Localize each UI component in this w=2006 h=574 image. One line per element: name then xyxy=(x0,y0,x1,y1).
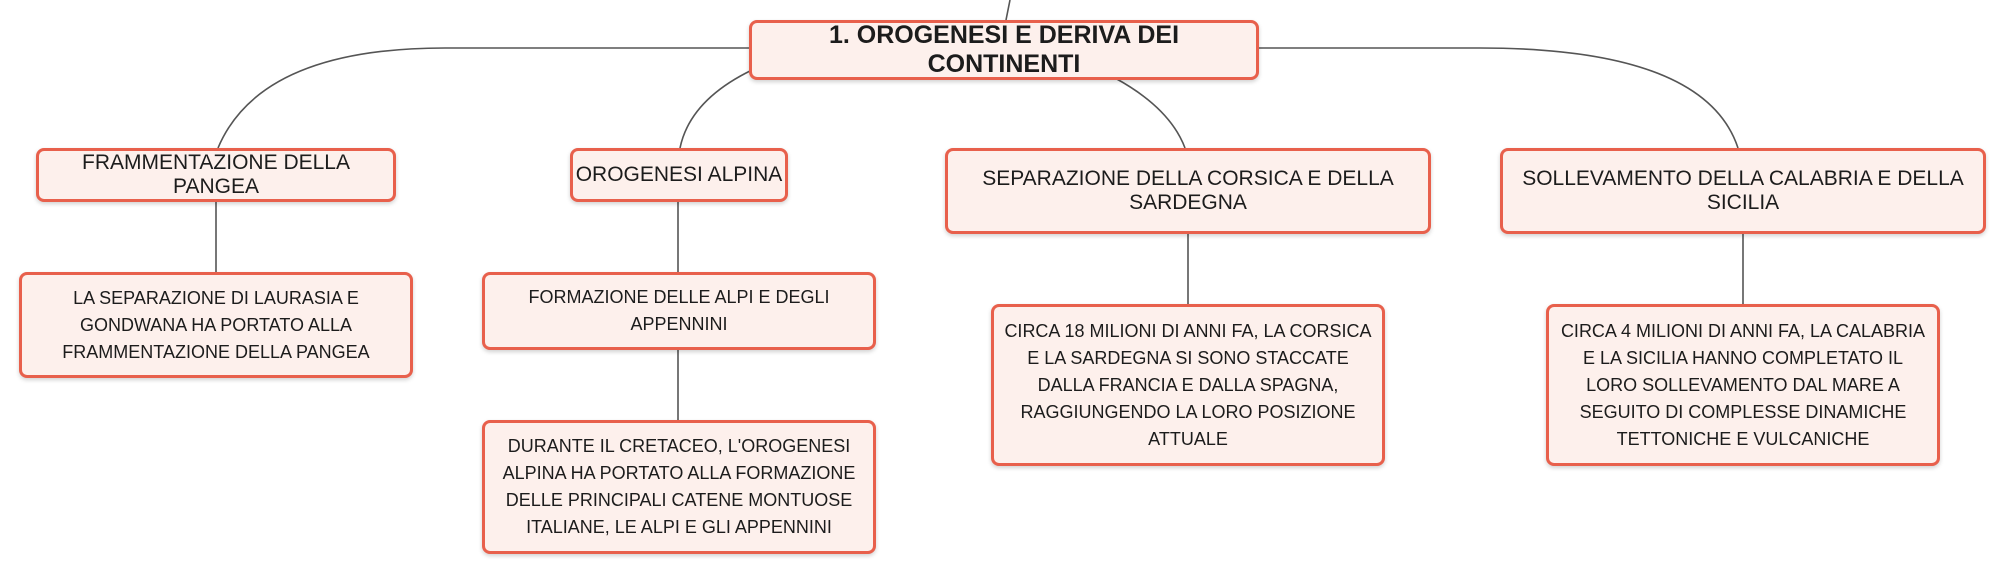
detail-node-cretaceo[interactable] xyxy=(482,420,876,554)
detail-node-pangea[interactable] xyxy=(19,272,413,378)
branch-title: SEPARAZIONE DELLA CORSICA E DELLA SARDEGNA xyxy=(982,167,1394,214)
branch-node-corsica-sardegna[interactable] xyxy=(945,148,1431,234)
root-node[interactable] xyxy=(749,20,1259,80)
connector-root-branch-4 xyxy=(1258,48,1738,148)
connector-root-branch-2 xyxy=(680,70,752,148)
branch-title: SOLLEVAMENTO DELLA CALABRIA E DELLA SICILIA xyxy=(1522,167,1964,214)
detail-node-corsica-sardegna[interactable] xyxy=(991,304,1385,466)
branch-node-pangea[interactable] xyxy=(36,148,396,202)
detail-text: LA SEPARAZIONE DI LAURASIA E GONDWANA HA PORTATO ALLA FRAMMENTAZIONE DELLA PANGEA xyxy=(62,287,370,362)
branch-node-orogenesi-alpina[interactable] xyxy=(570,148,788,202)
detail-text: FORMAZIONE DELLE ALPI E DEGLI APPENNINI xyxy=(528,287,830,334)
branch-title: OROGENESI ALPINA xyxy=(575,163,783,186)
connector-root-branch-1 xyxy=(218,48,750,148)
branch-node-calabria-sicilia[interactable] xyxy=(1500,148,1986,234)
branch-title: FRAMMENTAZIONE DELLA PANGEA xyxy=(82,151,350,198)
detail-node-calabria-sicilia[interactable] xyxy=(1546,304,1940,466)
connector-parent xyxy=(1006,0,1010,20)
root-title: 1. OROGENESI E DERIVA DEI CONTINENTI xyxy=(828,21,1180,78)
detail-text: CIRCA 18 MILIONI DI ANNI FA, LA CORSICA E LA SARDEGNA SI SONO STACCATE DALLA FRANCIA E DALLA SPAGNA, RAGGIUNGENDO LA LORO POSIZIONE ATTUALE xyxy=(1004,320,1372,449)
detail-text: DURANTE IL CRETACEO, L'OROGENESI ALPINA HA PORTATO ALLA FORMAZIONE DELLE PRINCIPALI CATENE MONTUOSE ITALIANE, LE ALPI E GLI APPENNINI xyxy=(502,436,856,537)
detail-node-formazione-alpi[interactable] xyxy=(482,272,876,350)
connector-root-branch-3 xyxy=(1115,78,1185,148)
detail-text: CIRCA 4 MILIONI DI ANNI FA, LA CALABRIA E LA SICILIA HANNO COMPLETATO IL LORO SOLLEVAMENTO DAL MARE A SEGUITO DI COMPLESSE DINAMICHE TETTONICHE E VULCANICHE xyxy=(1560,320,1926,449)
